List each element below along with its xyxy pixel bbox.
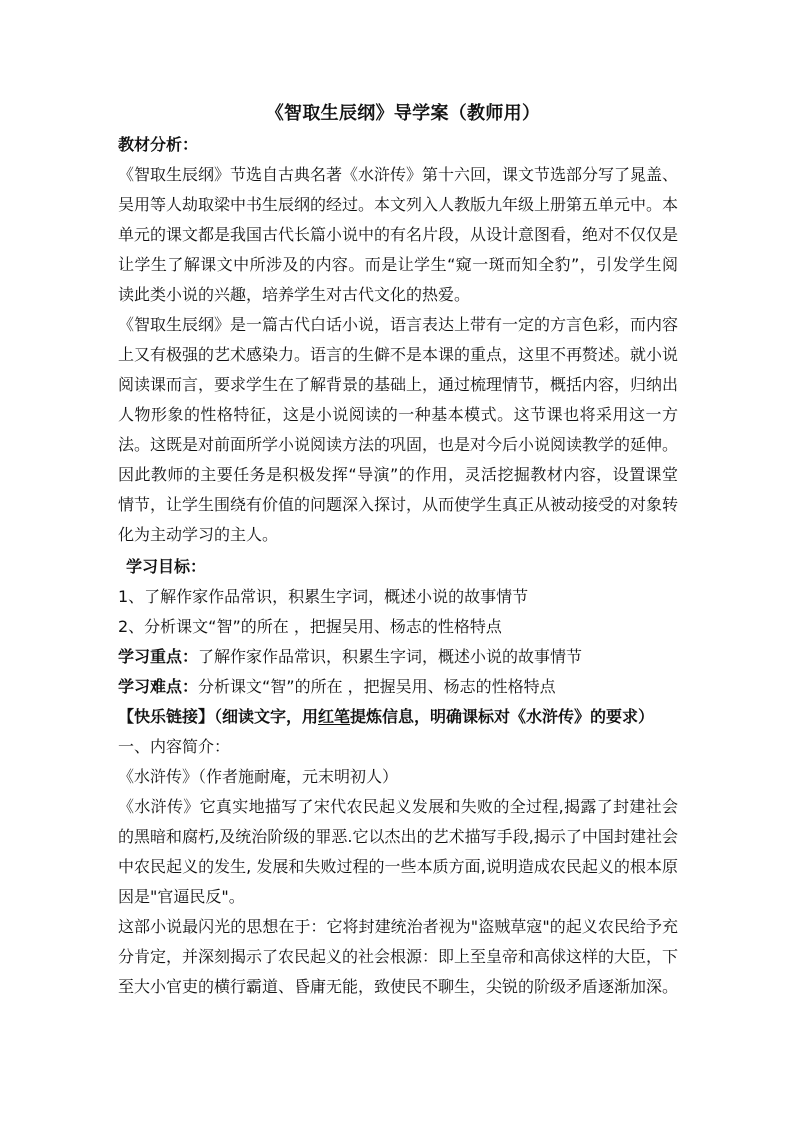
intro-heading: 一、内容简介： (118, 737, 231, 756)
difficult-point-text: 分析课文“智”的所在 ，把握吴用、杨志的性格特点 (198, 677, 556, 696)
key-point-label: 学习重点： (118, 647, 199, 666)
happy-link-instruction-post: 提炼信息，明确课标对《水浒传》的要求） (350, 707, 655, 726)
analysis-paragraph-2: 《智取生辰纲》是一篇古代白话小说，语言表达上带有一定的方言色彩，而内容上又有极强的艺术感染力。语言的生僻不是本课的重点，这里不再赘述。就小说阅读课而言，要求学生在了解背景的基础上，通过梳理情节，概括内容，归纳出人物形象的性格特征，这是小说阅读的一种基本模式。这节课也将采用这一方法。这既是对前面所学小说阅读方法的巩固，也是对今后小说阅读教学的延伸。 因此教师的主要任务是积极发挥“导演”的作用，灵活挖掘教材内容，设置课堂情节，让学生围绕有价值的问题深入探讨，从而使学生真正从被动接受的对象转化为主动学习的主人。 (118, 315, 679, 544)
analysis-heading: 教材分析： (118, 135, 199, 154)
learning-goals-heading: 学习目标： (126, 557, 207, 576)
document-title: 《智取生辰纲》导学案（教师用） (265, 103, 541, 124)
learning-goal-2: 2、分析课文“智”的所在 ，把握吴用、杨志的性格特点 (118, 617, 502, 636)
intro-paragraph-2: 这部小说最闪光的思想在于：它将封建统治者视为"盗贼草寇"的起义农民给予充分肯定，并深刻揭示了农民起义的社会根源：即上至皇帝和高俅这样的大臣，下至大小官吏的横行霸道、昏庸无能，致使民不聊生，尖锐的阶级矛盾逐渐加深。 (118, 917, 679, 996)
document-content (118, 100, 678, 1002)
key-point-text: 了解作家作品常识，积累生字词，概述小说的故事情节 (198, 647, 583, 666)
happy-link-heading (118, 702, 678, 732)
learning-goal-1: 1、了解作家作品常识，积累生字词，概述小说的故事情节 (118, 587, 529, 606)
happy-link-instruction-pre: （细读文字，用 (214, 707, 319, 726)
happy-link-red-pen: 红笔 (318, 707, 351, 726)
analysis-paragraph-1: 《智取生辰纲》节选自古典名著《水浒传》第十六回，课文节选部分写了晁盖、吴用等人劫取梁中书生辰纲的经过。本文列入人教版九年级上册第五单元中。本单元的课文都是我国古代长篇小说中的有名片段，从设计意图看，绝对不仅仅是让学生了解课文中所涉及的内容。而是让学生“窥一斑而知全豹”，引发学生阅读此类小说的兴趣，培养学生对古代文化的热爱。 (118, 165, 679, 304)
happy-link-bracket: 【快乐链接】 (118, 707, 215, 726)
intro-paragraph-1: 《水浒传》它真实地描写了宋代农民起义发展和失败的全过程,揭露了封建社会的黑暗和腐朽,及统治阶级的罪恶.它以杰出的艺术描写手段,揭示了中国封建社会中农民起义的发生, 发展和失败过程的一些本质方面,说明造成农民起义的根本原因是"官逼民反"。 (118, 797, 678, 906)
difficult-point-label: 学习难点： (118, 677, 199, 696)
key-point (118, 642, 678, 672)
intro-author: 《水浒传》（作者施耐庵，元末明初人） (118, 767, 399, 786)
difficult-point (118, 672, 678, 702)
